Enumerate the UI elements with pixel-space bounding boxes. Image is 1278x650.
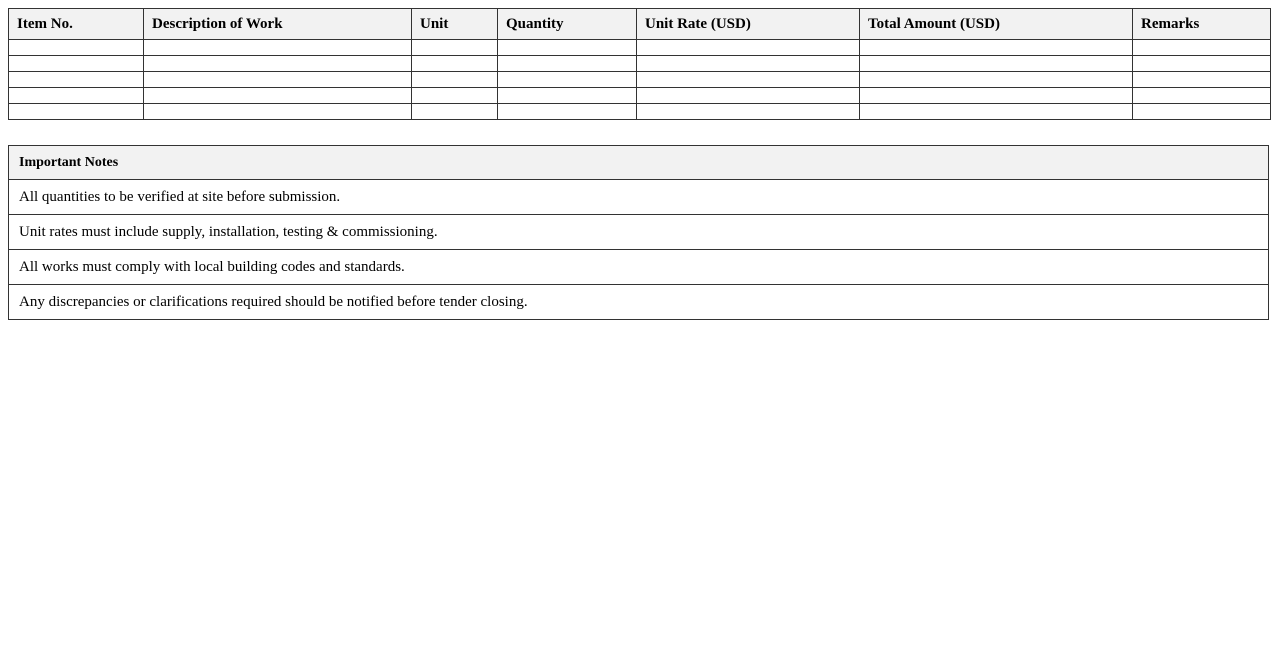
cell-remarks[interactable] [1133, 56, 1271, 72]
note-text: All quantities to be verified at site before submission. [9, 180, 1269, 215]
column-header-description: Description of Work [144, 9, 412, 40]
cell-unit[interactable] [412, 104, 498, 120]
cell-item-no[interactable] [9, 56, 144, 72]
list-item [9, 215, 1269, 250]
column-header-unit-rate: Unit Rate (USD) [637, 9, 860, 40]
cell-unit-rate[interactable] [637, 40, 860, 56]
cell-remarks[interactable] [1133, 104, 1271, 120]
cell-item-no[interactable] [9, 40, 144, 56]
list-item [9, 180, 1269, 215]
cell-unit[interactable] [412, 40, 498, 56]
cell-total-amount[interactable] [860, 56, 1133, 72]
cell-unit[interactable] [412, 72, 498, 88]
cell-item-no[interactable] [9, 104, 144, 120]
column-header-quantity: Quantity [498, 9, 637, 40]
table-row[interactable] [9, 56, 1271, 72]
table-spacer [8, 120, 1270, 145]
note-text: All works must comply with local building codes and standards. [9, 250, 1269, 285]
cell-quantity[interactable] [498, 88, 637, 104]
cell-description[interactable] [144, 88, 412, 104]
column-header-unit: Unit [412, 9, 498, 40]
cell-unit-rate[interactable] [637, 72, 860, 88]
table-row[interactable] [9, 40, 1271, 56]
cell-quantity[interactable] [498, 56, 637, 72]
cell-quantity[interactable] [498, 72, 637, 88]
note-text: Unit rates must include supply, installation, testing & commissioning. [9, 215, 1269, 250]
cell-remarks[interactable] [1133, 88, 1271, 104]
cell-quantity[interactable] [498, 40, 637, 56]
cell-description[interactable] [144, 40, 412, 56]
cell-description[interactable] [144, 56, 412, 72]
table-row[interactable] [9, 88, 1271, 104]
cell-remarks[interactable] [1133, 40, 1271, 56]
notes-section-title: Important Notes [9, 146, 1269, 180]
cell-total-amount[interactable] [860, 72, 1133, 88]
cell-item-no[interactable] [9, 72, 144, 88]
cell-unit[interactable] [412, 56, 498, 72]
cell-description[interactable] [144, 72, 412, 88]
cell-quantity[interactable] [498, 104, 637, 120]
cell-unit-rate[interactable] [637, 56, 860, 72]
notes-header-row [9, 146, 1269, 180]
list-item [9, 250, 1269, 285]
table-row[interactable] [9, 104, 1271, 120]
cell-total-amount[interactable] [860, 40, 1133, 56]
cell-unit-rate[interactable] [637, 104, 860, 120]
cell-item-no[interactable] [9, 88, 144, 104]
list-item [9, 285, 1269, 320]
bill-of-quantities-table [8, 8, 1271, 120]
note-text: Any discrepancies or clarifications required should be notified before tender closing. [9, 285, 1269, 320]
column-header-remarks: Remarks [1133, 9, 1271, 40]
cell-description[interactable] [144, 104, 412, 120]
cell-total-amount[interactable] [860, 104, 1133, 120]
cell-total-amount[interactable] [860, 88, 1133, 104]
boq-table-body [9, 40, 1271, 120]
cell-unit-rate[interactable] [637, 88, 860, 104]
boq-header-row [9, 9, 1271, 40]
table-row[interactable] [9, 72, 1271, 88]
notes-table-header [9, 146, 1269, 180]
cell-unit[interactable] [412, 88, 498, 104]
notes-table-body [9, 180, 1269, 320]
column-header-total-amount: Total Amount (USD) [860, 9, 1133, 40]
boq-table-header [9, 9, 1271, 40]
cell-remarks[interactable] [1133, 72, 1271, 88]
important-notes-table [8, 145, 1269, 320]
column-header-item-no: Item No. [9, 9, 144, 40]
